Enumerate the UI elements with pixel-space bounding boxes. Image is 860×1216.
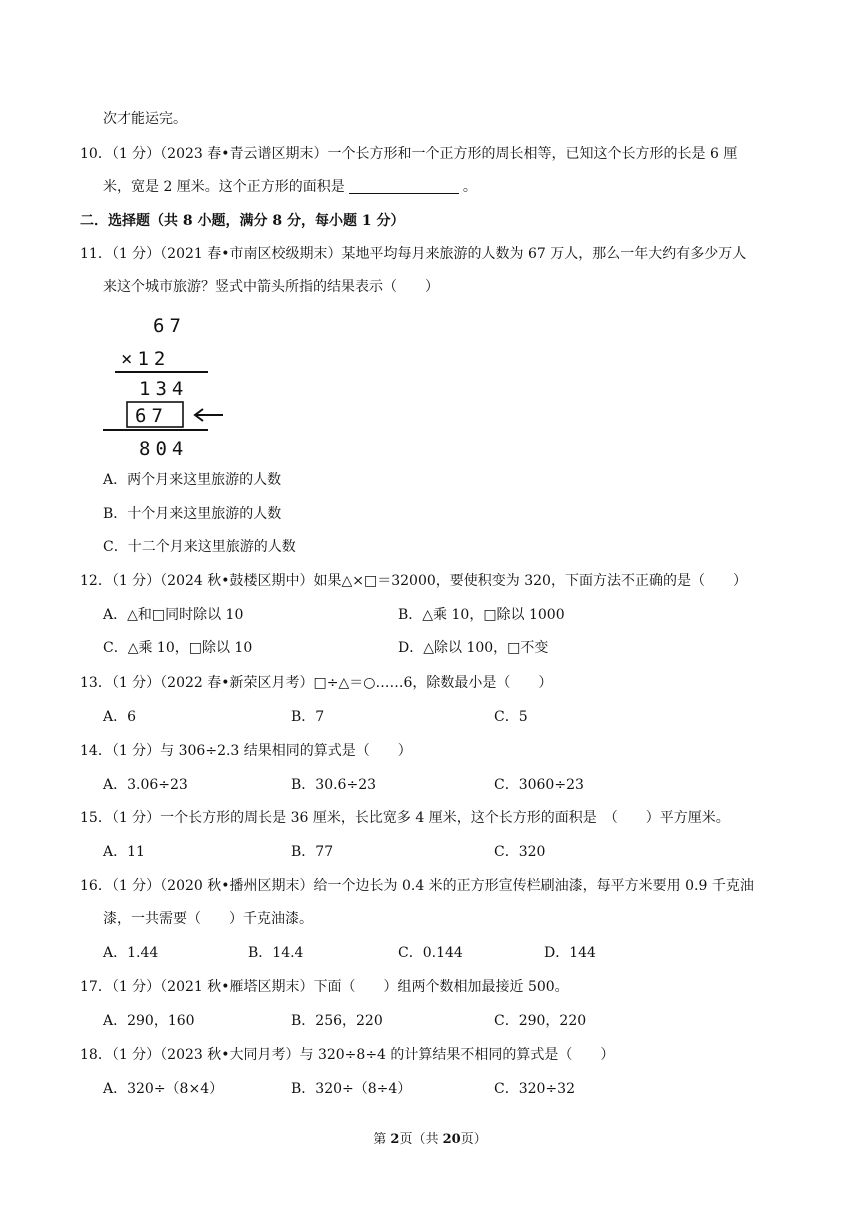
q16-option-a: A．1.44 bbox=[103, 945, 159, 961]
q14-option-c: C．3060÷23 bbox=[494, 777, 584, 793]
question-12-stem: 12．（1 分）（2024 秋•鼓楼区期中）如果△×□＝32000，要使积变为 320，下面方法不正确的是（ ） bbox=[80, 573, 747, 589]
q14-option-a: A．3.06÷23 bbox=[103, 777, 188, 793]
footer-prefix: 第 bbox=[373, 1132, 391, 1147]
figure-row-product: 804 bbox=[139, 438, 189, 460]
question-11-line2: 来这个城市旅游？竖式中箭头所指的结果表示（ ） bbox=[103, 279, 439, 295]
figure-row-multiplicand: 67 bbox=[153, 315, 186, 337]
question-17-stem: 17．（1 分）（2021 秋•雁塔区期末）下面（ ）组两个数相加最接近 500。 bbox=[80, 979, 569, 995]
question-11-line1: 11．（1 分）（2021 春•市南区校级期末）某地平均每月来旅游的人数为 67 万人，那么一年大约有多少万人 bbox=[80, 246, 747, 262]
question-16-line2: 漆，一共需要（ ）千克油漆。 bbox=[103, 911, 313, 927]
question-10-text: 米，宽是 2 厘米。这个正方形的面积是 bbox=[103, 179, 345, 195]
question-10-line2 bbox=[103, 177, 477, 197]
q13-option-b: B．7 bbox=[291, 709, 325, 725]
footer-total-pages: 20 bbox=[442, 1132, 461, 1147]
q12-option-a: A．△和□同时除以 10 bbox=[103, 607, 244, 623]
q17-option-c: C．290，220 bbox=[494, 1013, 587, 1029]
figure-row-partial-1: 134 bbox=[139, 378, 189, 400]
question-14-stem: 14．（1 分）与 306÷2.3 结果相同的算式是（ ） bbox=[80, 743, 412, 759]
section-2-heading: 二．选择题（共 8 小题，满分 8 分，每小题 1 分） bbox=[80, 213, 405, 229]
figure-row-partial-2: 67 bbox=[135, 405, 168, 427]
q17-option-b: B．256，220 bbox=[291, 1013, 383, 1029]
answer-blank bbox=[349, 179, 459, 194]
q11-option-b: B．十个月来这里旅游的人数 bbox=[103, 506, 282, 522]
q13-option-c: C．5 bbox=[494, 709, 528, 725]
figure-row-multiplier: ×12 bbox=[121, 348, 171, 370]
q14-option-b: B．30.6÷23 bbox=[291, 777, 377, 793]
q11-option-a: A．两个月来这里旅游的人数 bbox=[103, 472, 282, 488]
continued-text: 次才能运完。 bbox=[103, 111, 187, 127]
q11-option-c: C．十二个月来这里旅游的人数 bbox=[103, 539, 296, 555]
q12-option-d: D．△除以 100，□不变 bbox=[398, 640, 549, 656]
footer-middle: 页（共 bbox=[399, 1132, 443, 1147]
footer-suffix: 页） bbox=[460, 1132, 487, 1147]
q15-option-c: C．320 bbox=[494, 844, 546, 860]
q16-option-b: B．14.4 bbox=[248, 945, 304, 961]
question-10-end: 。 bbox=[462, 179, 477, 195]
page-footer bbox=[0, 1128, 860, 1147]
q18-option-b: B．320÷（8÷4） bbox=[291, 1081, 412, 1097]
q13-option-a: A．6 bbox=[103, 709, 137, 725]
footer-page-number: 2 bbox=[390, 1132, 400, 1147]
q15-option-a: A．11 bbox=[103, 844, 145, 860]
question-13-stem: 13．（1 分）（2022 春•新荣区月考）□÷△＝○……6，除数最小是（ ） bbox=[80, 675, 553, 691]
q16-option-d: D．144 bbox=[544, 945, 596, 961]
q15-option-b: B．77 bbox=[291, 844, 334, 860]
q16-option-c: C．0.144 bbox=[398, 945, 463, 961]
vertical-multiplication-figure bbox=[103, 312, 243, 462]
q18-option-a: A．320÷（8×4） bbox=[103, 1081, 224, 1097]
question-10-line1: 10．（1 分）（2023 春•青云谱区期末）一个长方形和一个正方形的周长相等，已知这个长方形的长是 6 厘 bbox=[80, 146, 738, 162]
question-15-stem: 15．（1 分）一个长方形的周长是 36 厘米，长比宽多 4 厘米，这个长方形的面积是 （ ）平方厘米。 bbox=[80, 810, 730, 826]
question-18-stem: 18．（1 分）（2023 秋•大同月考）与 320÷8÷4 的计算结果不相同的算式是（ ） bbox=[80, 1047, 615, 1063]
q12-option-c: C．△乘 10，□除以 10 bbox=[103, 640, 253, 656]
q18-option-c: C．320÷32 bbox=[494, 1081, 575, 1097]
q17-option-a: A．290，160 bbox=[103, 1013, 195, 1029]
question-16-line1: 16．（1 分）（2020 秋•播州区期末）给一个边长为 0.4 米的正方形宣传栏刷油漆，每平方米要用 0.9 千克油 bbox=[80, 878, 754, 894]
q12-option-b: B．△乘 10，□除以 1000 bbox=[398, 607, 565, 623]
